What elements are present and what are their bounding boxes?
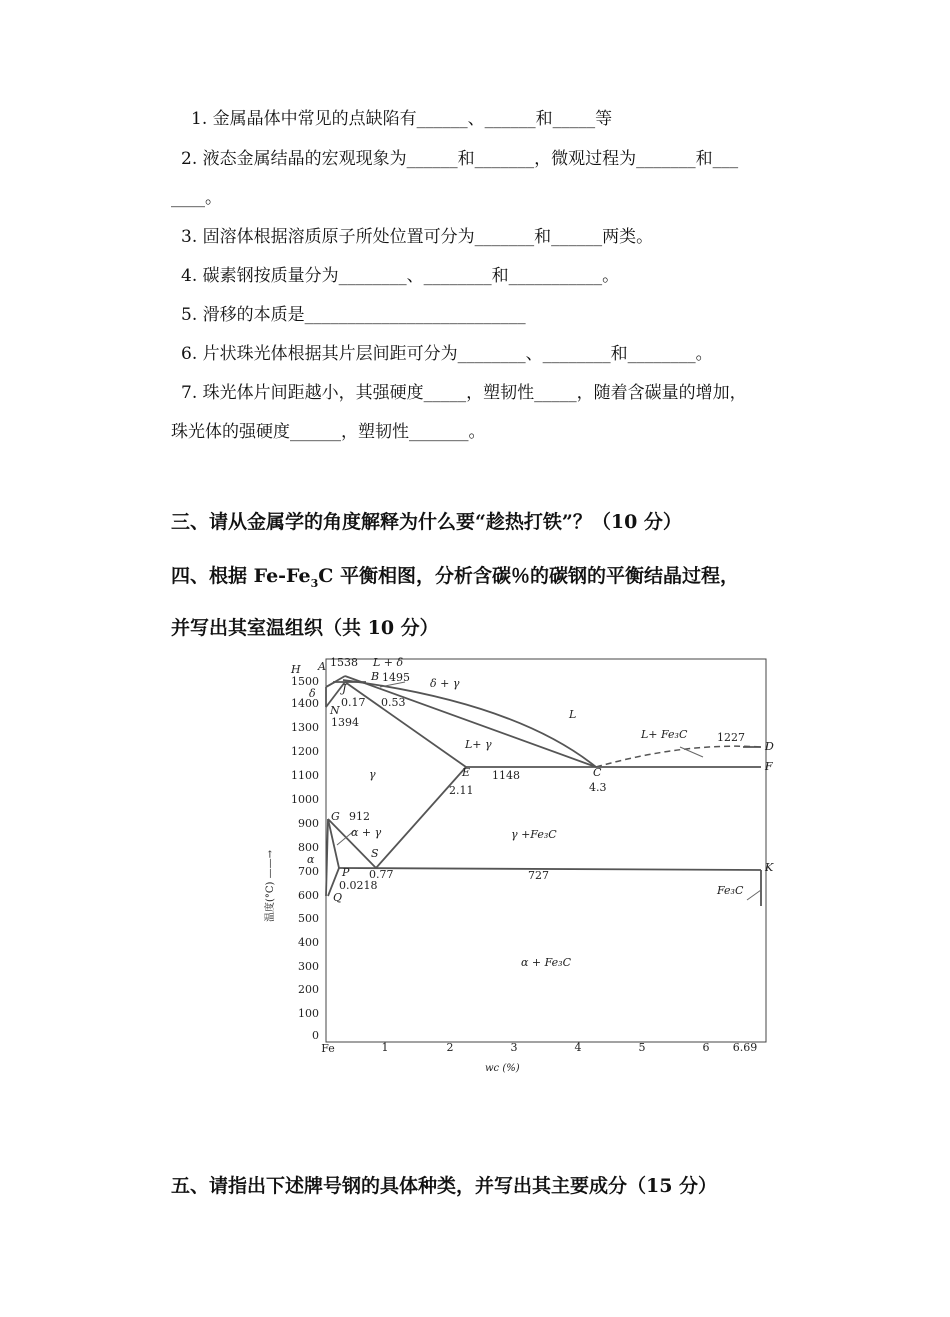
x-axis-label: wc (%) <box>485 1063 520 1074</box>
region-l-delta: L + δ <box>373 656 404 669</box>
x-tick-2: 2 <box>446 1041 454 1054</box>
label-017: 0.17 <box>341 696 366 709</box>
y-axis-label: 温度(°C) ——→ <box>265 849 276 922</box>
point-alpha: α <box>307 853 315 866</box>
question-2-continued: ____。 <box>171 188 222 208</box>
y-tick-200: 200 <box>298 983 319 996</box>
region-gamma-fe3c: γ +Fe₃C <box>511 828 557 841</box>
y-tick-1500: 1500 <box>291 675 319 688</box>
question-3: 3. 固溶体根据溶质原子所处位置可分为_______和______两类。 <box>181 227 654 247</box>
eutectoid-psk <box>339 868 761 870</box>
label-912: 912 <box>349 810 370 823</box>
region-alpha-gamma: α + γ <box>351 826 382 839</box>
point-e: E <box>462 766 471 779</box>
point-b: B <box>371 670 380 683</box>
question-7: 7. 珠光体片间距越小，其强硬度_____，塑韧性_____，随着含碳量的增加， <box>181 383 747 403</box>
point-delta: δ <box>309 687 316 700</box>
section-3-heading: 三、请从金属学的角度解释为什么要“趁热打铁”？（10 分） <box>171 511 682 533</box>
y-tick-100: 100 <box>298 1007 319 1020</box>
point-c: C <box>593 766 602 779</box>
y-tick-1100: 1100 <box>291 769 319 782</box>
label-1495: 1495 <box>382 671 410 684</box>
line-es <box>376 767 466 868</box>
liquidus-ac <box>345 676 596 767</box>
y-tick-500: 500 <box>298 912 319 925</box>
label-053: 0.53 <box>381 696 406 709</box>
point-d: D <box>765 740 774 753</box>
question-7-continued: 珠光体的强硬度______，塑韧性_______。 <box>171 422 486 442</box>
solidus-je <box>345 682 466 767</box>
label-077: 0.77 <box>369 868 394 881</box>
point-s: S <box>371 847 379 860</box>
y-tick-300: 300 <box>298 960 319 973</box>
region-delta-gamma: δ + γ <box>430 677 460 690</box>
section-5-heading: 五、请指出下述牌号钢的具体种类，并写出其主要成分（15 分） <box>171 1175 718 1197</box>
label-43: 4.3 <box>589 781 607 794</box>
label-1538: 1538 <box>330 656 358 669</box>
label-1148: 1148 <box>492 769 520 782</box>
point-f: F <box>765 760 773 773</box>
y-tick-1400: 1400 <box>291 697 319 710</box>
line-gp <box>328 819 339 868</box>
y-tick-1200: 1200 <box>291 745 319 758</box>
point-k: K <box>765 861 774 874</box>
label-727: 727 <box>528 869 549 882</box>
region-fe3c: Fe₃C <box>717 884 744 897</box>
question-4: 4. 碳素钢按质量分为________、________和___________。 <box>181 266 620 286</box>
point-j: J <box>342 682 347 695</box>
question-6: 6. 片状珠光体根据其片层间距可分为________、________和________。 <box>181 344 713 364</box>
x-tick-fe: Fe <box>321 1042 335 1055</box>
x-tick-1: 1 <box>381 1041 389 1054</box>
liquidus-cd <box>596 746 761 767</box>
point-p: P <box>342 866 350 879</box>
region-alpha-fe3c: α + Fe₃C <box>521 956 572 969</box>
region-l-gamma: L+ γ <box>465 738 492 751</box>
x-tick-669: 6.69 <box>732 1041 758 1054</box>
label-211: 2.11 <box>449 784 474 797</box>
y-tick-1300: 1300 <box>291 721 319 734</box>
y-tick-400: 400 <box>298 936 319 949</box>
point-n: N <box>330 704 340 717</box>
section-4-heading: 四、根据 $Fe-Fe_3C$ 平衡相图，分析含碳％的碳钢的平衡结晶过程， <box>171 565 739 590</box>
question-1: 1. 金属晶体中常见的点缺陷有______、______和_____等 <box>191 109 613 129</box>
point-q: Q <box>333 891 343 904</box>
y-tick-700: 700 <box>298 865 319 878</box>
y-tick-600: 600 <box>298 889 319 902</box>
section-4-heading-line2: 并写出其室温组织（共 10 分） <box>171 617 439 639</box>
point-a: A <box>318 660 326 673</box>
x-tick-3: 3 <box>510 1041 518 1054</box>
x-tick-5: 5 <box>638 1041 646 1054</box>
question-2: 2. 液态金属结晶的宏观现象为______和_______，微观过程为_______和___ <box>181 149 739 169</box>
point-g: G <box>331 810 340 823</box>
y-tick-800: 800 <box>298 841 319 854</box>
fe-fe3c-phase-diagram <box>265 652 785 1082</box>
label-00218: 0.0218 <box>339 879 378 892</box>
point-h: H <box>291 663 301 676</box>
y-tick-900: 900 <box>298 817 319 830</box>
region-gamma: γ <box>369 768 376 781</box>
x-tick-4: 4 <box>574 1041 582 1054</box>
label-1394: 1394 <box>331 716 359 729</box>
y-tick-0: 0 <box>312 1029 319 1042</box>
label-1227: 1227 <box>717 731 745 744</box>
y-tick-1000: 1000 <box>291 793 319 806</box>
x-tick-6: 6 <box>702 1041 710 1054</box>
region-l-fe3c: L+ Fe₃C <box>641 728 688 741</box>
region-l: L <box>569 708 577 721</box>
question-5: 5. 滑移的本质是__________________________ <box>181 305 526 325</box>
